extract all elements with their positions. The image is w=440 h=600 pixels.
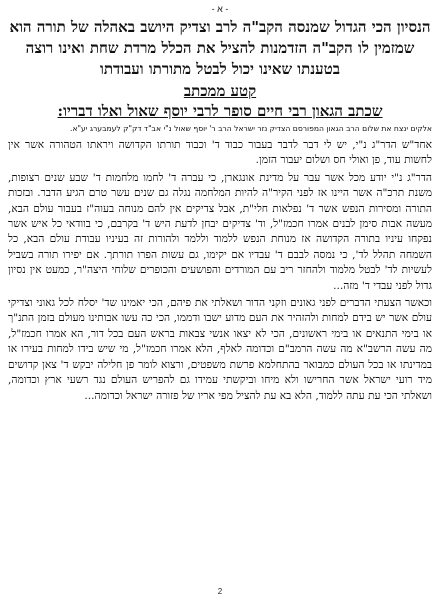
letter-address: אלקים ינצח את שלום הרב הגאון המפורסם הצדיק נזר ישראל הרב ר' יוסף שאול נ"י אב"ד דק"ק לעמבערג יע"א. <box>70 124 432 133</box>
letter-title: שכתב הגאון רבי חיים סופר לרבי יוסף שאול ואלו דבריו: <box>57 102 383 120</box>
headline: הנסיון הכי הגדול שמנסה הקב"ה לרב וצדיק היושב באהלה של תורה הוא שמזמין לו הקב"ה הזדמנות להציל את הכלל מרדת שחת ואינו רוצה בטענתו שאינו יכול לבטל מתורתו ועבודתו <box>9 18 431 78</box>
page-number-top: - א - <box>211 4 229 14</box>
section-title: קטע ממכתב <box>183 82 257 100</box>
body-paragraph: הדר"ג נ"י יודע מכל אשר עבר על מדינת אונגארן, כי עברה ד' לחמו מלחמות ד' שבע שנים רצופות, משנת תרכ"ה אשר היינו אז לפני הקיר"ה להיות המלחמה נגלה גם שנים עשר טרם הגיע הדבר. ובזכות התורה ומסירות הנפש אשר ד' נפלאות חלי"ת, אבל צדיקים אין להם מנוחה בעוה"ז בעבור עולם הבא, מעשה אבות סימן לבנים אמרו חכמז"ל, וד' צדיקים יבחן לדעת היש ד' בקרבם, כי בוודאי כל איש אשר נפקחו עיניו בתורה הקדושה אז מנוחת הנפש ללמוד וללמד ולהורות זה בעיניו עבודת עולם הבא, כל השמחה תהלל לד', כי נמסה לבבם ד' עבדיו אם יקימו, גם עשות הפרו תורתך. אם יפירו תורה בשביל לעשיות לד' לבטל מלמוד ולהחזר ריב עם המורדים והפושעים והכופרים שלוחי היצה"ר, כמעט אין נסיון גדול לפני עבדי ד' מזה... <box>8 171 432 292</box>
body-paragraph: וכאשר הצעתי הדברים לפני גאונים וזקני הדור ושאלתי את פיהם, הכי יאמינו שד' יסלח לכל גאוני וצדיקי עולם אשר יש בידם למחות ולהזהיר את העם מדוע ישבו ודממו, הכי כה עשו אבותינו מעולם בזמן התנ"ך או בימי התנאים או בימי ראשונים, הכי לא יצאו אנשי צבאות בראש העם בכל דור, הא אמרו חכמז"ל, מה עשה הרשב"א מה עשה הרמב"ם וכדומה לאלף, הלא אמרו חכמז"ל, מי שיש בידו למחות בעירו או במדינתו או בכל העולם כמבואר בהתחלמא פרשת משפטים, ורצוא לומר פן חלילה יבקש ד' צאן קדושים מיד רועי ישראל אשר החרישו ולא מיחו וביקשתי עמידו גם להפריש העולם נגד רשעי ארץ וכדומה, ושאלתי הכי עת עתה ללמוד, הלא בא עת להציל מפי אריו של פזורה ישראל וכדומה... <box>8 297 432 402</box>
body-paragraph: אחד"ש הדר"ג נ"י, יש לי דבר לדבר בעבור כבוד ד' וכבוד תורתו הקדושה ויראתו הטהורה אשר אין לחשות עוד, פן ואולי חס ושלום יעבור הזמן. <box>8 139 432 167</box>
page-number-bottom: 2 <box>217 587 223 596</box>
